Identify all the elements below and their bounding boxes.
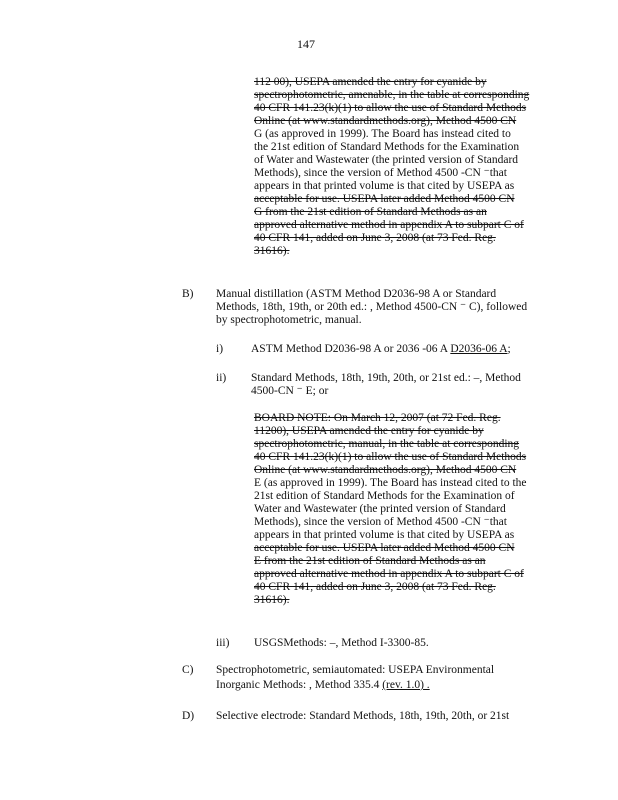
- board-note-spectrophotometric-amenable: [254, 76, 529, 258]
- note-line: acceptable for use. USEPA later added Method 4500 CN: [254, 193, 515, 205]
- note-line: G from the 21st edition of Standard Methods as an: [254, 206, 487, 218]
- item-b-iii-text: USGSMethods: –, Method I-3300-85.: [254, 637, 429, 649]
- item-b-line: by spectrophotometric, manual.: [216, 314, 362, 326]
- note-line: Online (at www.standardmethods.org), Method 4500 CN: [254, 115, 517, 127]
- note-line: 40 CFR 141.23(k)(1) to allow the use of Standard Methods: [254, 451, 527, 463]
- item-b-ii-line: Standard Methods, 18th, 19th, 20th, or 21st ed.: –, Method: [251, 372, 521, 384]
- item-d-text: Selective electrode: Standard Methods, 18th, 19th, 20th, or 21st: [216, 710, 510, 722]
- item-b-i-text: [251, 343, 511, 355]
- note-line: spectrophotometric, manual, in the table at corresponding: [254, 438, 520, 450]
- item-b-iii-label: iii): [216, 637, 230, 649]
- note-line: E from the 21st edition of Standard Methods as an: [254, 555, 486, 567]
- board-note-spectrophotometric-manual: [254, 412, 527, 607]
- item-b-i-end: ;: [507, 343, 511, 355]
- note-line: 40 CFR 141, added on June 3, 2008 (at 73 Fed. Reg.: [254, 232, 496, 244]
- item-b-ii-label: ii): [216, 372, 227, 384]
- note-line: of Water and Wastewater (the printed version of Standard: [254, 154, 519, 166]
- item-b-i-label: i): [216, 343, 224, 355]
- item-c-line1: Spectrophotometric, semiautomated: USEPA Environmental: [216, 664, 495, 676]
- note-line: 31616).: [254, 245, 290, 257]
- note-line: G (as approved in 1999). The Board has instead cited to: [254, 128, 511, 140]
- note-line: Methods), since the version of Method 4500 -CN ⁻that: [254, 516, 507, 528]
- note-line: acceptable for use. USEPA later added Method 4500 CN: [254, 542, 515, 554]
- note-line: approved alternative method in appendix A to subpart C of: [254, 219, 524, 231]
- item-c-line2: [216, 679, 430, 691]
- item-c-line2-plain: Inorganic Methods: , Method 335.4: [216, 679, 383, 691]
- note-line: approved alternative method in appendix A to subpart C of: [254, 568, 524, 580]
- page-number: 147: [297, 37, 315, 51]
- note-line: BOARD NOTE: On March 12, 2007 (at 72 Fed. Reg.: [254, 412, 501, 424]
- item-b-ii-text: [251, 372, 521, 398]
- note-line: 21st edition of Standard Methods for the Examination of: [254, 490, 515, 502]
- note-line: 31616).: [254, 594, 290, 606]
- item-b-i-underlined: D2036-06 A: [450, 343, 508, 355]
- item-c-label: C): [182, 664, 194, 676]
- note-line: spectrophotometric, amenable, in the table at corresponding: [254, 89, 530, 101]
- note-line: E (as approved in 1999). The Board has instead cited to the: [254, 477, 527, 489]
- note-line: 112 00), USEPA amended the entry for cyanide by: [254, 76, 487, 88]
- note-line: 11200), USEPA amended the entry for cyanide by: [254, 425, 484, 437]
- item-c-line2-underlined: (rev. 1.0) .: [382, 679, 430, 691]
- note-line: Methods), since the version of Method 4500 -CN ⁻that: [254, 167, 507, 179]
- note-line: Water and Wastewater (the printed version of Standard: [254, 503, 506, 515]
- item-b-i-plain: ASTM Method D2036-98 A or 2036 -06 A: [251, 343, 451, 355]
- note-line: Online (at www.standardmethods.org), Method 4500 CN: [254, 464, 517, 476]
- item-d-label: D): [182, 710, 195, 722]
- item-b-line: Manual distillation (ASTM Method D2036-98 A or Standard: [216, 288, 497, 300]
- item-b-label: B): [182, 288, 194, 300]
- note-line: appears in that printed volume is that cited by USEPA as: [254, 180, 515, 192]
- note-line: appears in that printed volume is that cited by USEPA as: [254, 529, 515, 541]
- note-line: 40 CFR 141.23(k)(1) to allow the use of Standard Methods: [254, 102, 527, 114]
- item-b-line: Methods, 18th, 19th, or 20th ed.: , Method 4500-CN ⁻ C), followed: [216, 301, 528, 313]
- note-line: the 21st edition of Standard Methods for the Examination: [254, 141, 520, 153]
- note-line: 40 CFR 141, added on June 3, 2008 (at 73 Fed. Reg.: [254, 581, 496, 593]
- item-b-manual-distillation: [216, 288, 527, 327]
- item-b-ii-line: 4500-CN ⁻ E; or: [251, 385, 329, 397]
